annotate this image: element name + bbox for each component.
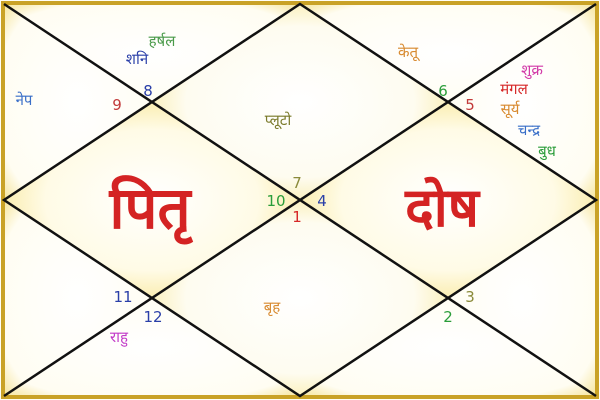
house-number-3: 3 [465, 288, 475, 306]
planet-brih: बृह [263, 298, 281, 316]
planet-rahu: राहु [110, 328, 128, 346]
planet-shukra: शुक्र [521, 61, 543, 79]
planet-nep: नेप [15, 91, 33, 109]
house-number-9: 9 [112, 96, 122, 114]
house-number-11: 11 [113, 288, 133, 306]
planet-ketu: केतू [397, 43, 419, 61]
planet-pluto: प्लूटो [264, 111, 292, 129]
house-number-4: 4 [317, 192, 327, 210]
planet-mangal: मंगल [500, 80, 528, 98]
planet-harshal: हर्षल [148, 32, 176, 50]
planet-shani: शनि [125, 50, 149, 68]
house-number-10: 10 [266, 192, 286, 210]
house-number-5: 5 [465, 96, 475, 114]
planet-budh: बुध [538, 142, 556, 160]
house-number-8: 8 [143, 82, 153, 100]
title-left: पितृ [109, 174, 191, 242]
title-right: दोष [405, 176, 479, 239]
planet-chandra: चन्द्र [517, 121, 541, 139]
house-number-1: 1 [292, 208, 302, 226]
house-number-6: 6 [438, 82, 448, 100]
house-number-12: 12 [143, 308, 163, 326]
planet-surya: सूर्य [500, 100, 520, 118]
house-number-2: 2 [443, 308, 453, 326]
house-number-7: 7 [292, 174, 302, 192]
